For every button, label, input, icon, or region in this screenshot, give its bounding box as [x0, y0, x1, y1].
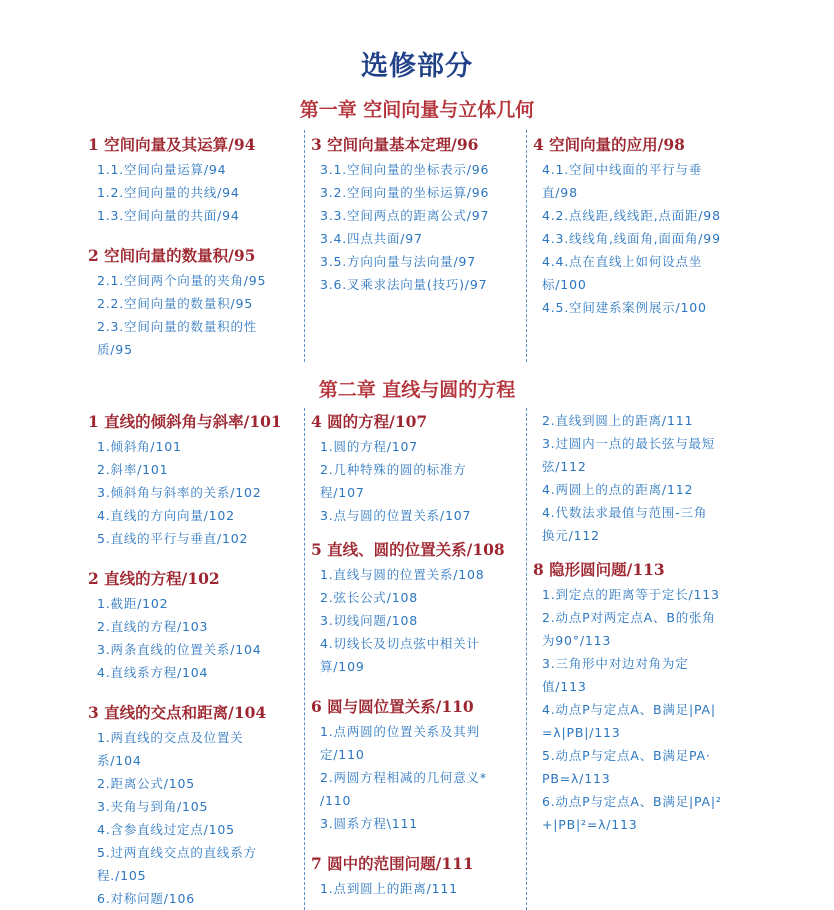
toc-item[interactable]: 1.到定点的距离等于定长/113 — [542, 587, 720, 602]
toc-item[interactable]: 算/109 — [320, 659, 365, 674]
toc-item[interactable]: 1.截距/102 — [97, 596, 169, 611]
toc-item[interactable]: 3.6.叉乘求法向量(技巧)/97 — [320, 277, 488, 292]
toc-item[interactable]: /110 — [320, 793, 352, 808]
toc-item[interactable]: 系/104 — [97, 753, 142, 768]
toc-item[interactable]: 直/98 — [542, 185, 578, 200]
toc-item[interactable]: 1.点两圆的位置关系及其判 — [320, 724, 480, 739]
ch1-column-3 — [533, 134, 748, 319]
toc-item[interactable]: 3.过圆内一点的最长弦与最短 — [542, 436, 716, 451]
toc-item[interactable]: 定/110 — [320, 747, 365, 762]
section-heading[interactable]: 7 圆中的范围问题/111 — [311, 854, 474, 873]
toc-item[interactable]: 程/107 — [320, 485, 365, 500]
toc-item[interactable]: =λ|PB|/113 — [542, 725, 621, 740]
ch1-section-1 — [88, 134, 298, 227]
toc-item[interactable]: 4.动点P与定点A、B满足|PA| — [542, 702, 716, 717]
section-heading[interactable]: 3 空间向量基本定理/96 — [311, 135, 479, 154]
toc-item[interactable]: 2.动点P对两定点A、B的张角 — [542, 610, 716, 625]
ch1-section-2 — [88, 245, 298, 361]
toc-item[interactable]: 2.距离公式/105 — [97, 776, 195, 791]
toc-item[interactable]: 质/95 — [97, 342, 133, 357]
toc-item[interactable]: 4.切线长及切点弦中相关计 — [320, 636, 480, 651]
toc-item[interactable]: 弦/112 — [542, 459, 587, 474]
toc-item[interactable]: 1.点到圆上的距离/111 — [320, 881, 458, 896]
ch1-section-4 — [533, 134, 748, 319]
toc-item[interactable]: 2.几种特殊的圆的标准方 — [320, 462, 467, 477]
toc-item[interactable]: 值/113 — [542, 679, 587, 694]
ch2-column-3 — [533, 409, 748, 836]
toc-item[interactable]: 程./105 — [97, 868, 147, 883]
toc-item[interactable]: 3.两条直线的位置关系/104 — [97, 642, 262, 657]
ch2-column-1 — [88, 411, 298, 910]
column-divider — [304, 130, 305, 362]
ch2-section-2 — [88, 568, 298, 684]
ch2-section-6 — [311, 696, 521, 835]
toc-item[interactable]: 4.5.空间建系案例展示/100 — [542, 300, 707, 315]
ch2-section-7-cont — [533, 409, 748, 547]
toc-item[interactable]: 5.直线的平行与垂直/102 — [97, 531, 249, 546]
toc-item[interactable]: 1.3.空间向量的共面/94 — [97, 208, 240, 223]
toc-item[interactable]: 3.三角形中对边对角为定 — [542, 656, 689, 671]
ch2-section-4 — [311, 411, 521, 527]
toc-item[interactable]: 6.对称问题/106 — [97, 891, 195, 906]
toc-item[interactable]: 1.1.空间向量运算/94 — [97, 162, 227, 177]
toc-item[interactable]: 2.直线到圆上的距离/111 — [542, 413, 694, 428]
toc-item[interactable]: 4.2.点线距,线线距,点面距/98 — [542, 208, 721, 223]
toc-item[interactable]: +|PB|²=λ/113 — [542, 817, 638, 832]
toc-item[interactable]: 标/100 — [542, 277, 587, 292]
toc-item[interactable]: 2.弦长公式/108 — [320, 590, 418, 605]
page-title: 选修部分 — [361, 51, 473, 82]
section-heading[interactable]: 5 直线、圆的位置关系/108 — [311, 540, 505, 559]
toc-item[interactable]: 2.直线的方程/103 — [97, 619, 209, 634]
toc-item[interactable]: 1.直线与圆的位置关系/108 — [320, 567, 485, 582]
ch1-column-2 — [311, 134, 521, 296]
toc-item[interactable]: 3.5.方向向量与法向量/97 — [320, 254, 476, 269]
toc-item[interactable]: 4.两圆上的点的距离/112 — [542, 482, 694, 497]
toc-item[interactable]: 4.3.线线角,线面角,面面角/99 — [542, 231, 721, 246]
toc-item[interactable]: 4.含参直线过定点/105 — [97, 822, 235, 837]
toc-item[interactable]: 3.4.四点共面/97 — [320, 231, 423, 246]
toc-item[interactable]: 2.1.空间两个向量的夹角/95 — [97, 273, 267, 288]
ch2-section-3 — [88, 702, 298, 910]
section-heading[interactable]: 1 空间向量及其运算/94 — [88, 135, 256, 154]
toc-item[interactable]: 5.动点P与定点A、B满足PA· — [542, 748, 711, 763]
column-divider — [526, 130, 527, 362]
toc-item[interactable]: 1.圆的方程/107 — [320, 439, 418, 454]
toc-item[interactable]: 换元/112 — [542, 528, 600, 543]
toc-item[interactable]: 3.点与圆的位置关系/107 — [320, 508, 472, 523]
toc-item[interactable]: 4.直线的方向向量/102 — [97, 508, 235, 523]
ch1-section-3 — [311, 134, 521, 296]
toc-item[interactable]: 为90°/113 — [542, 633, 612, 648]
toc-item[interactable]: 3.2.空间向量的坐标运算/96 — [320, 185, 490, 200]
toc-item[interactable]: 2.3.空间向量的数量积的性 — [97, 319, 258, 334]
toc-item[interactable]: 3.3.空间两点的距离公式/97 — [320, 208, 490, 223]
toc-item[interactable]: 3.1.空间向量的坐标表示/96 — [320, 162, 490, 177]
section-heading[interactable]: 2 空间向量的数量积/95 — [88, 246, 256, 265]
ch2-section-1 — [88, 411, 298, 550]
toc-item[interactable]: 2.两圆方程相减的几何意义* — [320, 770, 487, 785]
chapter-2-title: 第二章 直线与圆的方程 — [318, 379, 516, 401]
toc-item[interactable]: 4.直线系方程/104 — [97, 665, 209, 680]
ch2-section-7 — [311, 853, 521, 900]
toc-item[interactable]: 3.夹角与到角/105 — [97, 799, 209, 814]
section-heading[interactable]: 1 直线的倾斜角与斜率/101 — [88, 412, 282, 431]
toc-item[interactable]: 3.切线问题/108 — [320, 613, 418, 628]
toc-item[interactable]: 2.斜率/101 — [97, 462, 169, 477]
section-heading[interactable]: 2 直线的方程/102 — [88, 569, 220, 588]
ch2-section-5 — [311, 539, 521, 678]
toc-item[interactable]: 1.两直线的交点及位置关 — [97, 730, 244, 745]
chapter-1-title: 第一章 空间向量与立体几何 — [299, 99, 535, 121]
toc-item[interactable]: PB=λ/113 — [542, 771, 611, 786]
toc-item[interactable]: 5.过两直线交点的直线系方 — [97, 845, 257, 860]
toc-item[interactable]: 4.代数法求最值与范围-三角 — [542, 505, 708, 520]
toc-item[interactable]: 1.倾斜角/101 — [97, 439, 182, 454]
toc-item[interactable]: 3.圆系方程\111 — [320, 816, 418, 831]
toc-item[interactable]: 3.倾斜角与斜率的关系/102 — [97, 485, 262, 500]
section-heading[interactable]: 4 圆的方程/107 — [311, 412, 428, 431]
ch2-section-8 — [533, 559, 748, 836]
column-divider — [304, 408, 305, 910]
toc-item[interactable]: 4.1.空间中线面的平行与垂 — [542, 162, 703, 177]
ch1-column-1 — [88, 134, 298, 361]
ch2-column-2 — [311, 411, 521, 900]
section-heading[interactable]: 3 直线的交点和距离/104 — [88, 703, 267, 722]
section-heading[interactable]: 4 空间向量的应用/98 — [533, 135, 685, 154]
section-heading[interactable]: 8 隐形圆问题/113 — [533, 560, 665, 579]
toc-item[interactable]: 2.2.空间向量的数量积/95 — [97, 296, 253, 311]
toc-item[interactable]: 6.动点P与定点A、B满足|PA|² — [542, 794, 722, 809]
toc-item[interactable]: 4.4.点在直线上如何设点坐 — [542, 254, 703, 269]
column-divider — [526, 408, 527, 910]
section-heading[interactable]: 6 圆与圆位置关系/110 — [311, 697, 474, 716]
toc-item[interactable]: 1.2.空间向量的共线/94 — [97, 185, 240, 200]
